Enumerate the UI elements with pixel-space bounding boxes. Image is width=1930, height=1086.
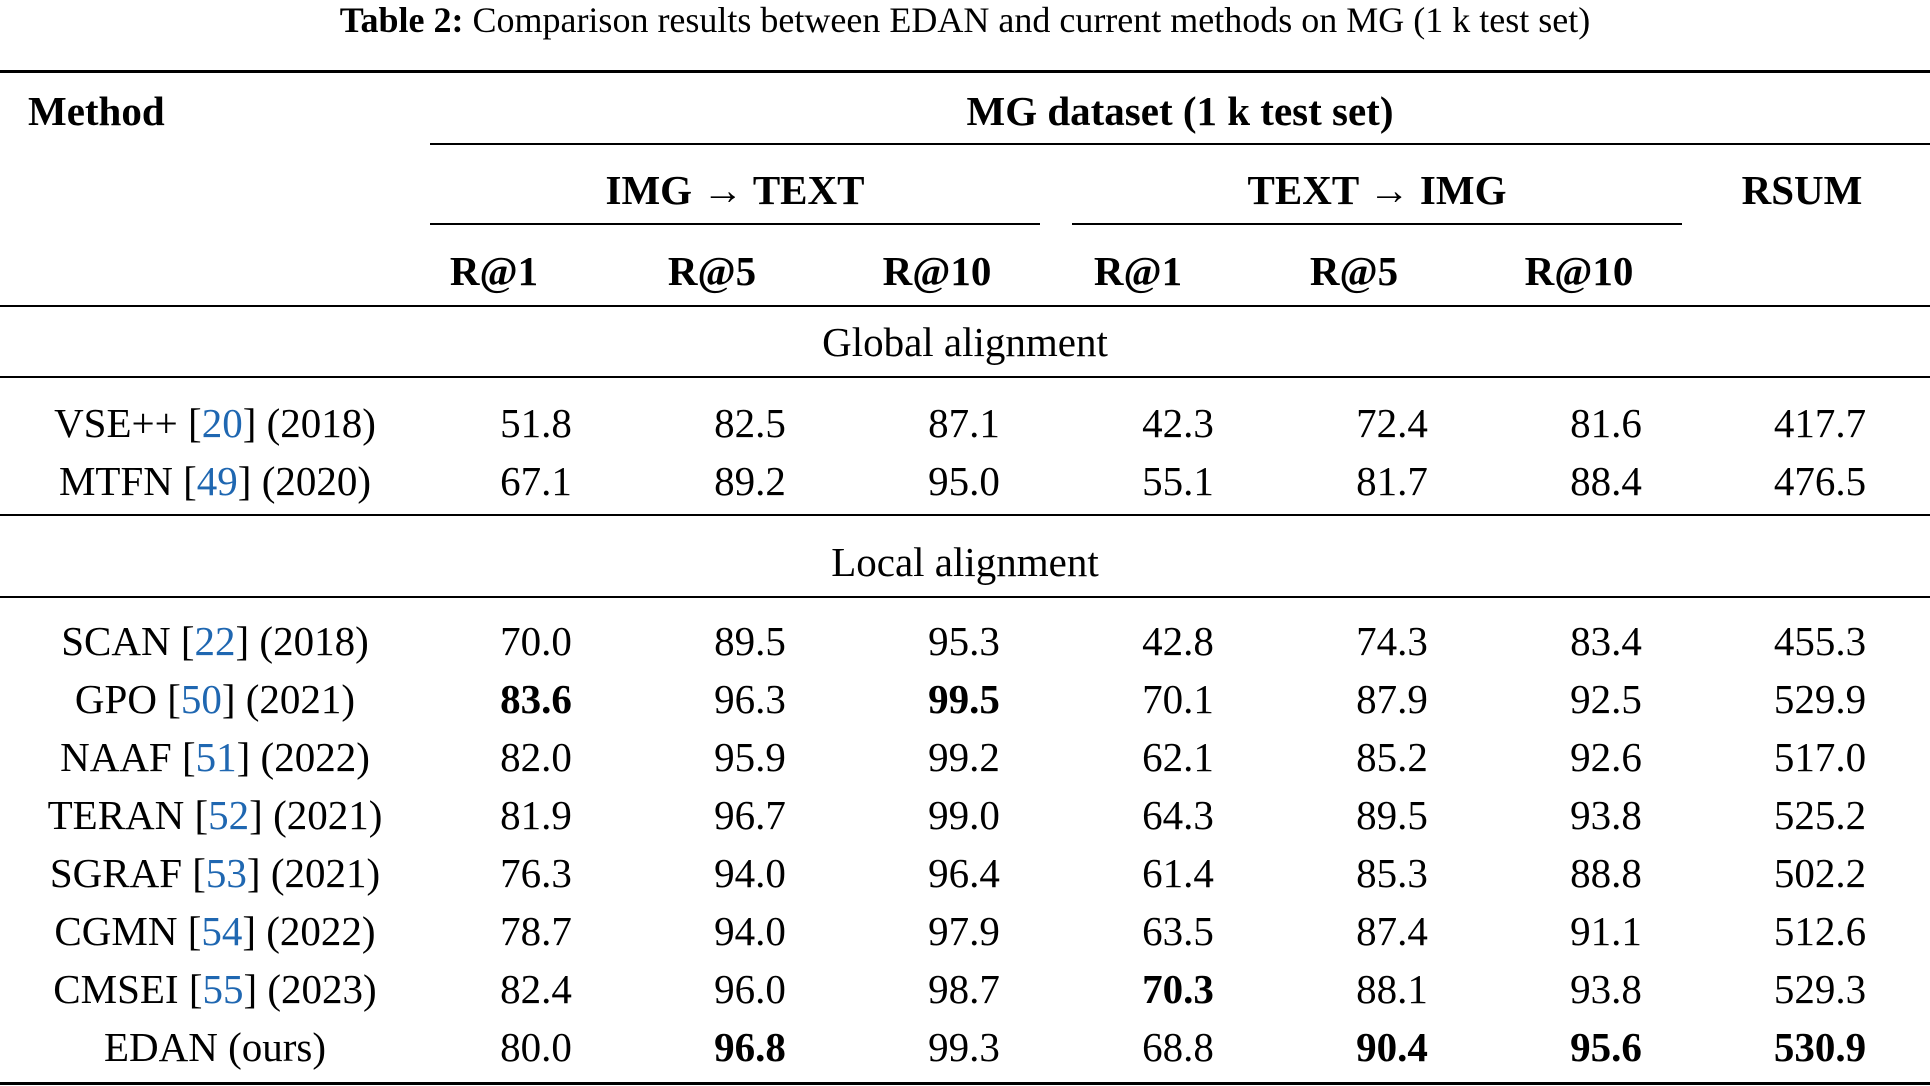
value-cell-img-text-r10: 96.4 xyxy=(928,850,1000,896)
value-cell-text-img-r10: 92.6 xyxy=(1570,734,1642,780)
value-cell-img-text-r1: 83.6 xyxy=(500,676,572,722)
method-cell xyxy=(0,618,455,664)
value-cell-img-text-r10: 99.0 xyxy=(928,792,1000,838)
method-year: ] (2020) xyxy=(237,458,372,504)
section-title: Local alignment xyxy=(831,539,1099,585)
method-year: ] (2022) xyxy=(236,734,370,780)
value-cell-img-text-r10: 87.1 xyxy=(928,400,1000,446)
citation-link[interactable]: 20 xyxy=(201,400,243,446)
value-cell-img-text-r5: 95.9 xyxy=(714,734,786,780)
value-cell-img-text-r10: 95.0 xyxy=(928,458,1000,504)
value-cell-rsum: 512.6 xyxy=(1773,908,1867,954)
value-cell-text-img-r5: 87.4 xyxy=(1356,908,1428,954)
method-year: ] (2021) xyxy=(221,676,356,722)
method-name: CGMN [ xyxy=(54,908,202,954)
method-cell xyxy=(0,400,455,446)
value-cell-rsum: 502.2 xyxy=(1773,850,1867,896)
value-cell-text-img-r1: 42.8 xyxy=(1142,618,1214,664)
value-cell-img-text-r5: 96.0 xyxy=(714,966,786,1012)
method-name: VSE++ [ xyxy=(54,400,202,446)
section-title: Global alignment xyxy=(822,319,1108,365)
value-cell-img-text-r1: 80.0 xyxy=(500,1024,572,1070)
citation-link[interactable]: 53 xyxy=(205,850,247,896)
value-cell-img-text-r5: 94.0 xyxy=(714,850,786,896)
value-cell-text-img-r10: 91.1 xyxy=(1570,908,1642,954)
metric-header: R@1 xyxy=(1093,248,1183,294)
value-cell-text-img-r10: 93.8 xyxy=(1570,966,1642,1012)
value-cell-text-img-r10: 88.4 xyxy=(1570,458,1642,504)
metric-header: R@1 xyxy=(449,248,539,294)
method-cell xyxy=(0,458,455,504)
method-year: ] (2021) xyxy=(246,850,381,896)
value-cell-text-img-r1: 62.1 xyxy=(1142,734,1214,780)
value-cell-img-text-r1: 76.3 xyxy=(500,850,572,896)
method-header: Method xyxy=(28,88,165,134)
value-cell-text-img-r1: 68.8 xyxy=(1142,1024,1214,1070)
value-cell-text-img-r10: 92.5 xyxy=(1570,676,1642,722)
header-bottom-rule xyxy=(0,305,1930,307)
value-cell-img-text-r5: 82.5 xyxy=(714,400,786,446)
value-cell-rsum: 517.0 xyxy=(1773,734,1867,780)
value-cell-text-img-r10: 88.8 xyxy=(1570,850,1642,896)
section-rule xyxy=(0,376,1930,378)
method-name: SGRAF [ xyxy=(49,850,206,896)
citation-link[interactable]: 49 xyxy=(196,458,238,504)
citation-link[interactable]: 22 xyxy=(194,618,236,664)
value-cell-img-text-r1: 82.0 xyxy=(500,734,572,780)
rsum-header: RSUM xyxy=(1741,167,1863,213)
value-cell-text-img-r1: 61.4 xyxy=(1142,850,1214,896)
method-cell xyxy=(0,908,455,954)
method-name: MTFN [ xyxy=(58,458,197,504)
metric-header: R@5 xyxy=(667,248,757,294)
citation-link[interactable]: 52 xyxy=(208,792,250,838)
value-cell-text-img-r5: 89.5 xyxy=(1356,792,1428,838)
section-divider xyxy=(0,514,1930,516)
value-cell-img-text-r5: 96.8 xyxy=(714,1024,786,1070)
value-cell-img-text-r5: 96.3 xyxy=(714,676,786,722)
method-cell xyxy=(0,676,455,722)
metric-header: R@5 xyxy=(1309,248,1399,294)
value-cell-img-text-r10: 95.3 xyxy=(928,618,1000,664)
citation-link[interactable]: 54 xyxy=(201,908,243,954)
value-cell-img-text-r5: 89.2 xyxy=(714,458,786,504)
method-name: CMSEI [ xyxy=(53,966,203,1012)
dataset-header: MG dataset (1 k test set) xyxy=(966,88,1394,134)
img-to-text-rule xyxy=(430,223,1040,225)
value-cell-img-text-r5: 96.7 xyxy=(714,792,786,838)
value-cell-img-text-r5: 94.0 xyxy=(714,908,786,954)
value-cell-img-text-r10: 99.5 xyxy=(928,676,1000,722)
value-cell-img-text-r1: 70.0 xyxy=(500,618,572,664)
img-to-text-header: IMG → TEXT xyxy=(605,167,865,213)
method-cell xyxy=(0,1024,455,1070)
value-cell-img-text-r10: 99.3 xyxy=(928,1024,1000,1070)
method-year: ] (2018) xyxy=(242,400,376,446)
metric-header: R@10 xyxy=(1524,248,1634,294)
value-cell-rsum: 417.7 xyxy=(1773,400,1867,446)
value-cell-rsum: 476.5 xyxy=(1773,458,1867,504)
value-cell-text-img-r1: 70.1 xyxy=(1142,676,1214,722)
value-cell-img-text-r1: 78.7 xyxy=(500,908,572,954)
value-cell-img-text-r10: 98.7 xyxy=(928,966,1000,1012)
method-year: ] (2023) xyxy=(243,966,377,1012)
caption-label: Table 2: xyxy=(339,0,464,40)
method-cell xyxy=(0,850,455,896)
value-cell-text-img-r5: 81.7 xyxy=(1356,458,1428,504)
value-cell-text-img-r5: 85.3 xyxy=(1356,850,1428,896)
value-cell-text-img-r1: 64.3 xyxy=(1142,792,1214,838)
value-cell-img-text-r1: 81.9 xyxy=(500,792,572,838)
value-cell-img-text-r1: 51.8 xyxy=(500,400,572,446)
table-caption xyxy=(0,0,1930,40)
dataset-rule xyxy=(430,143,1930,145)
value-cell-text-img-r5: 72.4 xyxy=(1356,400,1428,446)
value-cell-text-img-r10: 83.4 xyxy=(1570,618,1642,664)
value-cell-text-img-r10: 93.8 xyxy=(1570,792,1642,838)
value-cell-img-text-r1: 82.4 xyxy=(500,966,572,1012)
value-cell-text-img-r5: 88.1 xyxy=(1356,966,1428,1012)
bottom-rule xyxy=(0,1082,1930,1085)
value-cell-text-img-r1: 70.3 xyxy=(1142,966,1214,1012)
value-cell-text-img-r10: 95.6 xyxy=(1570,1024,1642,1070)
value-cell-text-img-r1: 42.3 xyxy=(1142,400,1214,446)
value-cell-text-img-r1: 63.5 xyxy=(1142,908,1214,954)
value-cell-img-text-r5: 89.5 xyxy=(714,618,786,664)
value-cell-rsum: 525.2 xyxy=(1773,792,1867,838)
method-name: NAAF [ xyxy=(60,734,196,780)
metric-header: R@10 xyxy=(882,248,992,294)
value-cell-img-text-r10: 99.2 xyxy=(928,734,1000,780)
method-cell xyxy=(0,734,455,780)
value-cell-text-img-r5: 74.3 xyxy=(1356,618,1428,664)
value-cell-rsum: 529.3 xyxy=(1773,966,1867,1012)
value-cell-rsum: 530.9 xyxy=(1773,1024,1867,1070)
value-cell-text-img-r1: 55.1 xyxy=(1142,458,1214,504)
top-rule xyxy=(0,70,1930,73)
value-cell-text-img-r5: 85.2 xyxy=(1356,734,1428,780)
section-rule xyxy=(0,596,1930,598)
method-name: SCAN [ xyxy=(61,618,195,664)
method-year: ] (2022) xyxy=(242,908,376,954)
method-year: ] (2018) xyxy=(235,618,369,664)
citation-link[interactable]: 51 xyxy=(195,734,237,780)
value-cell-text-img-r5: 87.9 xyxy=(1356,676,1428,722)
value-cell-rsum: 455.3 xyxy=(1773,618,1867,664)
value-cell-img-text-r10: 97.9 xyxy=(928,908,1000,954)
method-cell xyxy=(0,966,455,1012)
method-name: TERAN [ xyxy=(47,792,209,838)
value-cell-text-img-r5: 90.4 xyxy=(1356,1024,1428,1070)
value-cell-text-img-r10: 81.6 xyxy=(1570,400,1642,446)
method-name: GPO [ xyxy=(74,676,181,722)
method-cell xyxy=(0,792,455,838)
value-cell-img-text-r1: 67.1 xyxy=(500,458,572,504)
text-to-img-rule xyxy=(1072,223,1682,225)
citation-link[interactable]: 55 xyxy=(202,966,244,1012)
method-name: EDAN (ours) xyxy=(103,1024,327,1070)
value-cell-rsum: 529.9 xyxy=(1773,676,1867,722)
caption-text: Comparison results between EDAN and current methods on MG (1 k test set) xyxy=(463,0,1591,40)
method-year: ] (2021) xyxy=(249,792,383,838)
text-to-img-header: TEXT → IMG xyxy=(1247,167,1507,213)
citation-link[interactable]: 50 xyxy=(180,676,222,722)
